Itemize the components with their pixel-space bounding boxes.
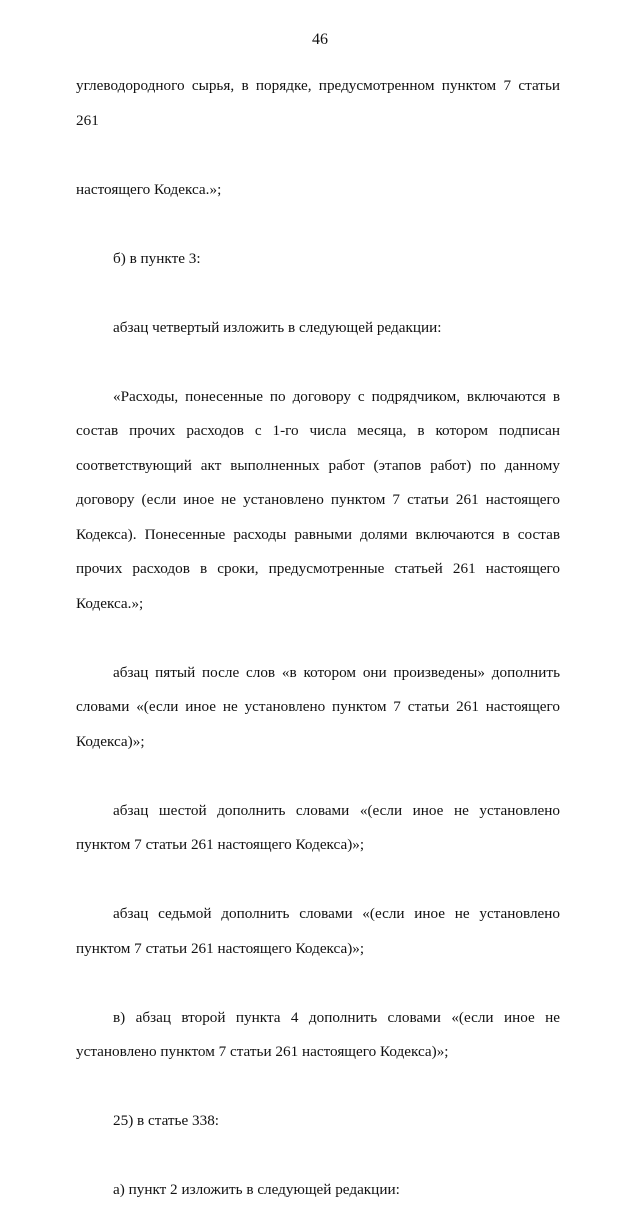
paragraph-fourth-abzac: абзац четвертый изложить в следующей редакции: (113, 318, 442, 336)
paragraph-item-a: а) пункт 2 изложить в следующей редакции: (113, 1181, 400, 1198)
paragraph-item-v: в) абзац второй пункта 4 дополнить словами «(если иное не установлено пунктом 7 статьи 261 настоящего Кодекса)»; (76, 1008, 560, 1060)
page-number: 46 (312, 31, 328, 48)
paragraph-article-338: 25) в статье 338: (113, 1112, 220, 1129)
paragraph-item-b: б) в пункте 3: (113, 249, 201, 267)
paragraph-continuation-end: настоящего Кодекса.»; (76, 180, 222, 198)
paragraph-fifth-abzac: абзац пятый после слов «в котором они произведены» дополнить словами «(если иное не установлено пунктом 7 статьи 261 настоящего Кодекса)»; (76, 663, 560, 750)
paragraph-quoted-text: «Расходы, понесенные по договору с подрядчиком, включаются в состав прочих расходов с 1-го числа месяца, в котором подписан соответствующий акт выполненных работ (этапов работ) по данному договору (если иное не установлено пунктом 7 статьи 261 настоящего Кодекса). Понесенные расходы равными долями включаются в состав прочих расходов в сроки, предусмотренные статьей 261 настоящего Кодекса.»; (76, 387, 560, 612)
paragraph-seventh-abzac: абзац седьмой дополнить словами «(если иное не установлено пунктом 7 статьи 261 настоящего Кодекса)»; (76, 905, 560, 957)
paragraph-sixth-abzac: абзац шестой дополнить словами «(если иное не установлено пунктом 7 статьи 261 настоящего Кодекса)»; (76, 801, 560, 853)
document-body (76, 69, 560, 1208)
paragraph-continuation-line: углеводородного сырья, в порядке, предусмотренном пунктом 7 статьи 261 (76, 77, 560, 129)
